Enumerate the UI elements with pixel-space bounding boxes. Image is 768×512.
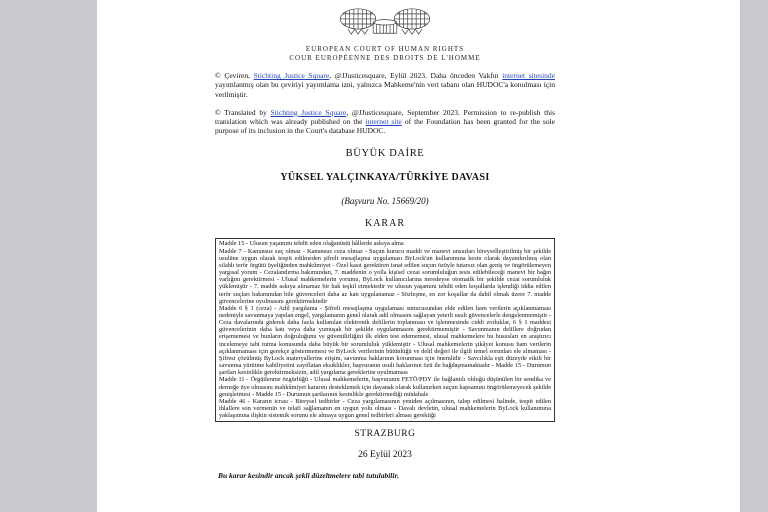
link-stichting-justice-square-en[interactable]: Stichting Justice Square <box>270 107 347 117</box>
copyright-en-text: © Translated by <box>215 107 271 117</box>
copyright-notice-english <box>215 108 555 136</box>
copyright-tr-text: © Çeviren, <box>215 71 254 81</box>
logo-caption-english: EUROPEAN COURT OF HUMAN RIGHTS <box>305 45 465 53</box>
judgment-date: 26 Eylül 2023 <box>358 450 412 461</box>
link-stichting-justice-square-tr[interactable]: Stichting Justice Square <box>253 71 330 81</box>
echr-building-logo <box>326 8 444 40</box>
application-number: (Başvuru No. 15669/20) <box>341 196 429 207</box>
headnote-paragraph: Madde 46 - Kararın icrası - Bireysel tedbirler - Ceza yargılamasının yeniden açılmasının, talep edilmesi halinde, tespit edilen ihlallere son vermenin ve telafi sağlamanın en uygun yolu olması - Davalı devletin, ulusal mahkemelerin ByLock kullanımına yaklaşımına ilişkin sistemik sorunu ele almaya uygun genel tedbirleri alması gerektiği <box>219 397 551 420</box>
chamber-heading: BÜYÜK DAİRE <box>345 148 425 160</box>
headnote-paragraph: Madde 15 - Ulusun yaşamını tehdit eden olağanüstü hâllerde askıya alma <box>219 240 404 248</box>
headnote-paragraph: Madde 6 § 1 (ceza) - Adil yargılama - Şifreli mesajlaşma uygulaması sunucusundan elde edilen ham verilerin açıklanmaması nedeniyle savunmaya yapılan engel, yargılamanın genel olarak adil olmasını sağlayan yeterli usuli güvencelerle dengelenmemiştir - Ceza davalarında giderek daha fazla kullanılan elektronik delillerin toplanması ve işlenmesinde ciddi zorluklar, 6 § 1 maddesi güvencelerinin daha katı veya daha yumuşak bir şekilde uygulanmasını gerektirmemiştir - Savunmanın delillere doğrudan erişememesi ve bunların doğruluğunu ve güvenilirliğini ilk elden test edememesi, ulusal mahkemelere bu hususları en araştırıcı incelemeye tabi tutma konusunda daha büyük bir sorumluluk yüklemiştir - Ulusal mahkemelerin şikâyet konusu ham verilerin açıklanmaması için gerekçe göstermemesi ve ByLock verilerinin bütünlüğü ve delil değeri ile ilgili temel sorunları ele almaması - Şifresi çözülmüş ByLock materyallerine erişim, savunma haklarının korunması için önemlidir - Savcılıkla eşit düzeyde etkili bir savunma yürütme kabiliyetini zayıflatan eksiklikler, başvuranın usuli haklarının özü ile bağdaşmamaktadır - Madde 15 - Durumun şartları kesinlikle gerektirmeksizin, adil yargılama gereklerine uyulmaması <box>219 304 551 377</box>
judgment-label: KARAR <box>364 218 405 230</box>
headnote-paragraph: Madde 11 - Örgütlenme özgürlüğü - Ulusal mahkemelerin, başvuranın FETÖ/PDY ile bağlantılı olduğu düşünülen bir sendika ve derneğe üye olmasını mahkûmiyet kararını desteklemek için dayanak olarak kullanırken suçun kapsamını öngörülemeyecek şekilde genişletmesi - Madde 15 - Durumun şartlarının kesinlikle gerektirmediği müdahale <box>219 376 551 398</box>
copyright-notice-turkish <box>215 71 555 99</box>
link-internet-site[interactable]: internet site <box>365 117 402 126</box>
finality-note: Bu karar kesindir ancak şekli düzeltmelere tabi tutulabilir. <box>218 471 399 481</box>
link-internet-sitesinde[interactable]: internet sitesinde <box>502 71 556 81</box>
judgment-place: STRAZBURG <box>354 429 416 440</box>
case-title: YÜKSEL YALÇINKAYA/TÜRKİYE DAVASI <box>280 172 490 184</box>
logo-caption-french: COUR EUROPÉENNE DES DROITS DE L'HOMME <box>289 53 481 62</box>
copyright-tr-text: yayımlanmış olan bu çeviriyi yayımlama izni, yalnızca Mahkeme'nin veri tabanı olan HUDOC'a konulması için verilmiştir. <box>215 80 555 99</box>
echr-logo-block <box>215 8 555 62</box>
document-content <box>215 0 555 480</box>
copyright-en-text: of the Foundation has been granted for the sole purpose of its inclusion in the Court's database HUDOC. <box>215 117 555 136</box>
copyright-en-text: , @JJusticesquare, September 2023. Permission to re-publish this translation which was already published on the <box>215 107 556 126</box>
headnote-box <box>215 238 555 422</box>
copyright-tr-text: , @JJusticesquare, Eylül 2023. Daha önceden Vakfın <box>329 71 503 81</box>
headnote-paragraph: Madde 7 - Kanunsuz suç olmaz - Kanunsuz ceza olmaz - Suçun kurucu maddi ve manevi unsurları bireyselleştirilmiş bir şekilde usulüne uygun olarak tespit edilmeden şifreli mesajlaşma uygulaması ByLock'un kullanımına kesin olarak dayandırılmış olan silahlı terör örgütü üyeliğinden mahkûmiyet - Özel kasıt gerektiren isnat edilen suçun özüyle tutarsız olan geniş ve öngörülemeyen yargısal yorum - Cezalandırma bakımından, 7. maddenin o yolla kişisel cezai sorumluluğun tesis edilebileceği manevi bir bağın varlığını gerektirmesi - Ulusal mahkemelerin yorumu, ByLock kullanıcılarına neredeyse otomatik bir şekilde cezai sorumluluk yüklemiştir - 7. madde askıya alınamaz bir hak teşkil etmektedir ve ulusun yaşamını tehdit eden koşullarda işlendiği iddia edilen terör suçları bakımından bile güvenceleri daha az katı uygulanamaz - Sözleşme, en zor koşullar da dahil olmak üzere 7. madde güvencelerine uyulmasını gerektirmektedir <box>219 247 551 305</box>
